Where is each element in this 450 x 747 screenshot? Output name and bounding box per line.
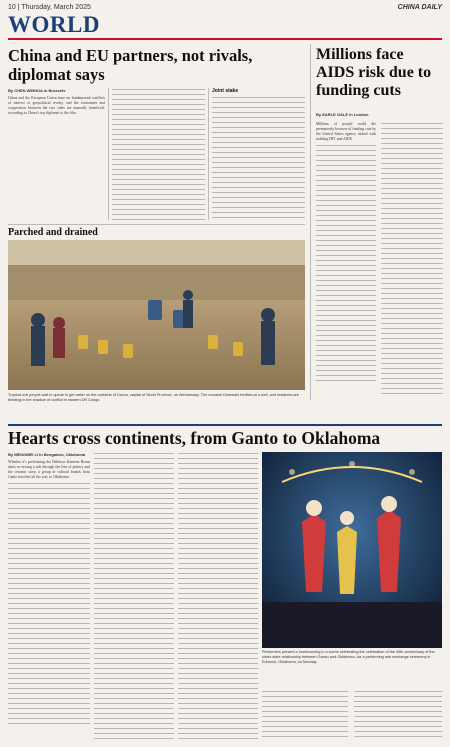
eu-subhead: Joint stake <box>212 88 239 94</box>
eu-intro-text: China and the European Union have no fundamental conflicts of interest or geopolitical rivalry, and the economies and cooperation between the two sides are mutually beneficial, according to China's top diplomat to the bloc. <box>8 96 105 115</box>
col-divider <box>108 88 109 220</box>
page-label: 10 | Thursday, March 2025 <box>8 4 91 11</box>
eu-byline: By CHEN WEIHUA in Brussels <box>8 88 66 93</box>
aids-intro: Millions of people could die prematurely because of funding cuts by the United States agency tasked with tackling HIV and AIDS. <box>316 122 376 141</box>
paper-name: CHINA DAILY <box>397 4 442 11</box>
hearts-col-1 <box>8 452 90 740</box>
hearts-headline: Hearts cross continents, from Ganto to Oklahoma <box>8 428 381 448</box>
eu-headline: China and EU partners, not rivals, diplomat says <box>8 46 253 84</box>
column-divider <box>310 44 311 400</box>
aids-col-1 <box>316 122 376 397</box>
hearts-col-5 <box>354 690 442 740</box>
eu-col-1 <box>8 88 105 231</box>
hearts-col-4 <box>262 690 348 740</box>
section-rule <box>8 38 442 40</box>
aids-headline: Millions face AIDS risk due to funding cuts <box>316 46 432 99</box>
divider <box>8 224 305 225</box>
parched-caption: Tropical soil people wait in queue to get water on the outskirts of Dacca, capital of Sindh Province, on Wednesday. The moraine Dharwahi fortifies at a well, and residents are thirsting in the shadow of conflict in eastern DR Congo. <box>8 393 299 402</box>
aids-byline: By EARLE GALE in London <box>316 112 369 117</box>
aids-col-2 <box>381 122 443 397</box>
hearts-intro-wrap <box>8 460 90 740</box>
hearts-col-2 <box>94 452 174 740</box>
col-divider <box>208 88 209 220</box>
hearts-byline: By MENGMEI LI in Bengaluru, Oklahoma <box>8 452 86 457</box>
hearts-col-3 <box>178 452 258 740</box>
eu-col-2 <box>112 88 205 220</box>
eu-intro <box>8 96 105 231</box>
eu-col-3 <box>212 88 305 220</box>
section-title: WORLD <box>8 12 100 37</box>
parched-photo <box>8 240 305 390</box>
hearts-photo-caption: Performers present a homecoming in a scene celebrating the celebration of the 40th anniversary of the sister-state relationship between Gansu and Oklahoma, via a performing arts exchange ceremony in Edmond, Oklahoma, on Monday. <box>262 650 435 664</box>
hearts-photo <box>262 452 442 648</box>
bottom-rule <box>8 424 442 426</box>
parched-headline: Parched and drained <box>8 227 98 238</box>
hearts-intro: Whether it's performing the Hibiscus Kanteen Boom shots or sewing a tale through the lens of pottery and the ceramic story, a group of cultural brands from Ganto traveled all the way to Oklahoma. <box>8 460 90 479</box>
